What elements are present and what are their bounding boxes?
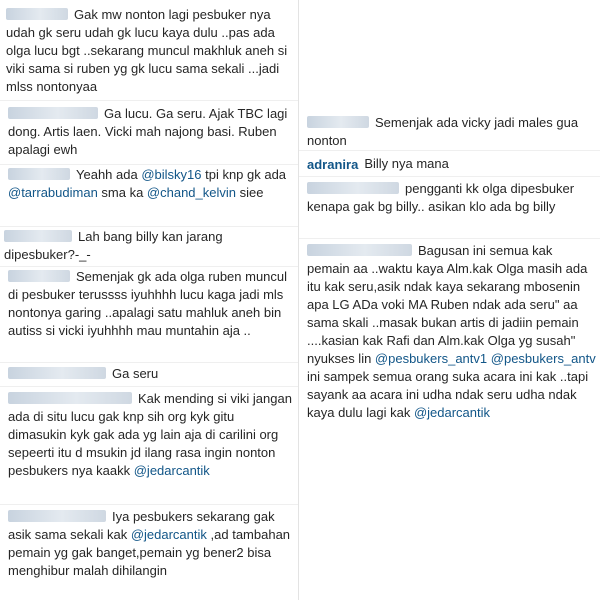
comment-text [8,391,292,478]
comment-text [6,7,287,94]
username-blurred[interactable] [8,168,70,180]
text-segment: Bagusan ini semua kak pemain aa ..waktu kaya Alm.kak Olga masih ada itu kak seru,asik ndak kaya sekarang mbosenin apa LG ADa voki MA Ruben ndak ada seru" aa sama skali ..masak bukan artis di jadiin pemain ....kasian kak Rafi dan Alm.kak Olga yg susah" nyukses lin [307,243,588,366]
mention-link[interactable]: @chand_kelvin [146,185,237,200]
text-segment: Ga lucu. Ga seru. Ajak TBC lagi dong. Artis laen. Vicki mah najong basi. Ruben apalagi ewh [8,106,288,157]
comment-7 [8,390,294,480]
comment-3 [8,166,294,202]
mention-link[interactable]: @pesbukers_antv [490,351,596,366]
comment-r1 [307,114,596,150]
text-segment: pengganti kk olga dipesbuker kenapa gak bg billy.. asikan klo ada bg billy [307,181,575,214]
comment-r4 [307,242,596,422]
text-segment: Billy nya mana [364,156,449,171]
comment-r3 [307,180,596,216]
username-blurred[interactable] [307,244,412,256]
right-comment-column [299,0,600,600]
text-segment: Semenjak ada vicky jadi males gua nonton [307,115,579,148]
comment-2 [8,105,294,159]
text-segment: Ga seru [112,366,159,381]
username-blurred[interactable] [6,8,68,20]
username-blurred[interactable] [4,230,72,242]
left-comment-column [0,0,299,600]
comment-8 [8,508,294,580]
mention-link[interactable]: @bilsky16 [141,167,202,182]
text-segment: Yeahh ada [76,167,142,182]
text-segment: tpi knp gk ada [201,167,287,182]
text-segment: Semenjak gk ada olga ruben muncul di pesbuker terussss iyuhhhh lucu kaga jadi mls nontonya garing ..apalagi satu mahluk aneh bin autiss si vicki iyuhhhh mau muntahin aja .. [8,269,288,338]
comment-text [364,156,449,171]
username[interactable]: adranira [307,157,359,172]
text-segment: ini sampek semua orang suka acara ini kak ..tapi sayank aa acara ini udha ndak seru udha ndak kaya dulu lagi kak [307,369,589,420]
comment-text [307,243,596,420]
username-blurred[interactable] [8,510,106,522]
text-segment: Gak mw nonton lagi pesbuker nya udah gk seru udah gk lucu kaya dulu ..pas ada olga lucu bgt ..sekarang muncul makhluk aneh si viki sama si ruben yg gk lucu sama sekali ...jadi mlss nontonyaa [6,7,288,94]
username-blurred[interactable] [8,107,98,119]
username-blurred[interactable] [307,116,369,128]
text-segment: Kak mending si viki jangan ada di situ lucu gak knp sih org kyk gitu dimasukin kyk gak ada yg lain aja di carilini org sepeerti itu d msukin jd ilang rasa ingin nonton pesbukers nya kaakk [8,391,292,478]
username-blurred[interactable] [307,182,399,194]
comment-6 [8,365,294,383]
text-segment: siee [236,185,264,200]
comment-4 [4,228,294,264]
username-blurred[interactable] [8,367,106,379]
text-segment: Lah bang billy kan jarang dipesbuker?-_- [4,229,223,262]
comment-5 [8,268,294,340]
username-blurred[interactable] [8,270,70,282]
text-segment: sma ka [97,185,147,200]
mention-link[interactable]: @pesbukers_antv1 [374,351,488,366]
comment-r2 [307,155,596,174]
comment-text [112,366,158,381]
mention-link[interactable]: @jedarcantik [130,527,207,542]
mention-link[interactable]: @tarrabudiman [8,185,98,200]
mention-link[interactable]: @jedarcantik [413,405,491,420]
text-segment: Iya pesbukers sekarang gak asik sama sekali kak [8,509,275,542]
comment-1 [6,6,294,96]
mention-link[interactable]: @jedarcantik [133,463,210,478]
text-segment: ,ad tambahan pemain yg gak banget,pemain yg bener2 bisa menghibur malah dihilangin [8,527,291,578]
username-blurred[interactable] [8,392,132,404]
